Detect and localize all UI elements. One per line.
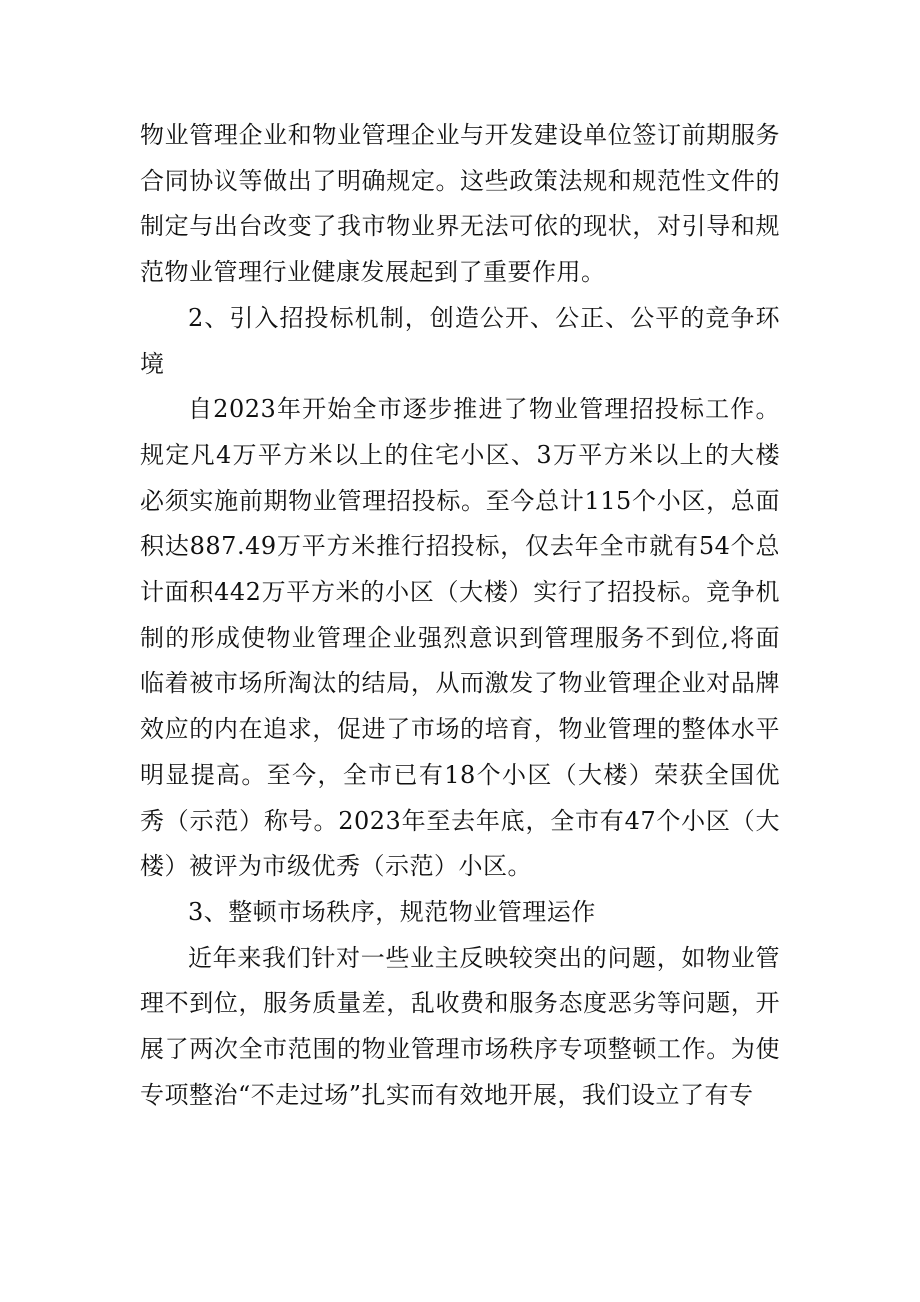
document-body [140, 113, 780, 1118]
paragraph-bidding-details: 自2023年开始全市逐步推进了物业管理招投标工作。规定凡4万平方米以上的住宅小区、3万平方米以上的大楼必须实施前期物业管理招投标。至今总计115个小区，总面积达887.49万平方米推行招投标，仅去年全市就有54个总计面积442万平方米的小区（大楼）实行了招投标。竞争机制的形成使物业管理企业强烈意识到管理服务不到位,将面临着被市场所淘汰的结局，从而激发了物业管理企业对品牌效应的内在追求，促进了市场的培育，物业管理的整体水平明显提高。至今，全市已有18个小区（大楼）荣获全国优秀（示范）称号。2023年至去年底，全市有47个小区（大楼）被评为市级优秀（示范）小区。 [140, 395, 780, 881]
section-heading-market-order: 3、整顿市场秩序，规范物业管理运作 [188, 897, 596, 926]
section-heading-bidding: 2、引入招投标机制，创造公开、公正、公平的竞争环境 [140, 303, 780, 378]
paragraph-policy-regulations: 物业管理企业和物业管理企业与开发建设单位签订前期服务合同协议等做出了明确规定。这些政策法规和规范性文件的制定与出台改变了我市物业界无法可依的现状，对引导和规范物业管理行业健康发展起到了重要作用。 [140, 121, 780, 287]
paragraph-market-rectification: 近年来我们针对一些业主反映较突出的问题，如物业管理不到位，服务质量差，乱收费和服务态度恶劣等问题，开展了两次全市范围的物业管理市场秩序专项整顿工作。为使专项整治“不走过场”扎实而有效地开展，我们设立了有专 [140, 943, 780, 1109]
